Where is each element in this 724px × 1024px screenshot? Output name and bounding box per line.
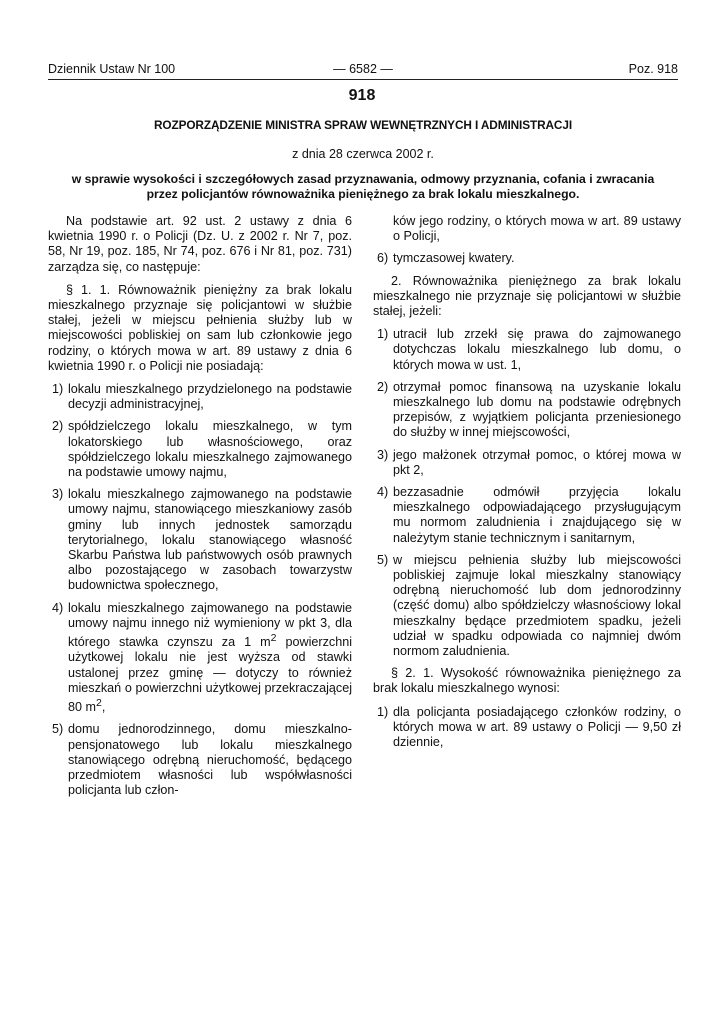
list-item-number: 1) <box>377 327 389 342</box>
list-item <box>373 705 681 751</box>
list-item-text: spółdzielczego lokalu mieszkalnego, w tym lokatorskiego lub własnościowego, oraz spółdzielczego lokalu mieszkalnego zajmowanego na podstawie umowy najmu, <box>68 419 352 480</box>
section-1-paragraph: § 1. 1. Równoważnik pieniężny za brak lokalu mieszkalnego przyznaje się policjantowi w służbie stałej, jeżeli w miejscu pełnienia służby lub w miejscowości pobliskiej on sam lub członkowie jego rodziny, o których mowa w art. 89 ustawy z dnia 6 kwietnia 1990 r. o Policji nie posiadają: <box>48 282 352 373</box>
page-header <box>48 60 678 78</box>
left-column <box>48 214 352 805</box>
journal-title: Dziennik Ustaw Nr 100 <box>48 62 176 76</box>
list-item-number: 2) <box>52 419 64 434</box>
list-item-text: lokalu mieszkalnego przydzielonego na podstawie decyzji administracyjnej, <box>68 382 352 412</box>
list-item-number: 2) <box>377 379 389 394</box>
list-item <box>48 487 352 593</box>
list-item <box>48 722 352 798</box>
list-item <box>373 485 681 546</box>
list-item <box>373 553 681 659</box>
list-item <box>373 448 681 478</box>
list-item-text: bezzasadnie odmówił przyjęcia lokalu mieszkalnego odpowiadającego przysługującym mu normom zaludnienia i znajdującego się w należytym stanie technicznym i sanitarnym, <box>393 485 681 545</box>
list-item-text: ków jego rodziny, o których mowa w art. 89 ustawy o Policji, <box>393 214 681 244</box>
list-item-continuation <box>373 214 681 244</box>
subject-line-1: w sprawie wysokości i szczegółowych zasad przyznawania, odmowy przyznania, cofania i zwracania <box>71 172 655 186</box>
list-item-number: 4) <box>377 485 389 500</box>
section-2-paragraph: § 2. 1. Wysokość równoważnika pieniężnego za brak lokalu mieszkalnego wynosi: <box>373 666 681 696</box>
list-item-number: 3) <box>52 487 64 502</box>
list-item-text: tymczasowej kwatery. <box>393 251 515 266</box>
regulation-title: ROZPORZĄDZENIE MINISTRA SPRAW WEWNĘTRZNYCH I ADMINISTRACJI <box>153 118 572 132</box>
list-item-text: lokalu mieszkalnego zajmowanego na podstawie umowy najmu, stanowiącego mieszkaniowy zasób gminy lub innych jednostek samorządu terytorialnego, lokalu stanowiącego własność Skarbu Państwa lub państwowych osób prawnych albo pozostającego w zasobach towarzystw budownictwa społecznego, <box>68 487 352 593</box>
list-item-text: otrzymał pomoc finansową na uzyskanie lokalu mieszkalnego lub domu na podstawie odrębnych przepisów, z wyjątkiem policjanta przeniesionego do służby w innej miejscowości, <box>393 379 681 440</box>
intro-paragraph: Na podstawie art. 92 ust. 2 ustawy z dnia 6 kwietnia 1990 r. o Policji (Dz. U. z 2002 r. Nr 7, poz. 58, Nr 19, poz. 185, Nr 74, poz. 676 i Nr 81, poz. 731) zarządza się, co następuje: <box>48 214 352 274</box>
regulation-number: 918 <box>348 87 376 104</box>
subject-line-2: przez policjantów równoważnika pieniężnego za brak lokalu mieszkalnego. <box>146 187 580 201</box>
list-item-number: 3) <box>377 447 389 462</box>
list-item <box>48 601 352 716</box>
list-item <box>373 380 681 441</box>
list-item-text: jego małżonek otrzymał pomoc, o której mowa w pkt 2, <box>393 447 681 477</box>
list-item-number: 5) <box>52 722 64 737</box>
list-item <box>373 251 681 266</box>
header-rule <box>48 79 678 80</box>
list-item <box>48 419 352 480</box>
superscript: 2 <box>96 697 102 710</box>
list-item-text: utracił lub zrzekł się prawa do zajmowanego dotychczas lokalu mieszkalnego lub domu, o których mowa w ust. 1, <box>393 327 681 372</box>
right-column <box>373 214 681 757</box>
regulation-date: z dnia 28 czerwca 2002 r. <box>292 147 434 161</box>
position-number: Poz. 918 <box>628 62 678 76</box>
list-item <box>48 382 352 412</box>
list-item-number: 1) <box>377 704 389 719</box>
list-item-text: powierzchni użytkowej lokalu nie jest wyższa od stawki ustalonej przez gminę — dotyczy to również mieszkań o powierzchni użytkowej przekraczającej 80 m <box>68 635 353 715</box>
superscript: 2 <box>270 632 277 645</box>
list-item-text: w miejscu pełnienia służby lub miejscowości pobliskiej zajmuje lokal mieszkalny stanowiący odrębną nieruchomość lub dom jednorodzinny (część domu) albo spółdzielczy własnościowy lokal mieszkalny będące przedmiotem spadku, jeżeli udział w spadku odpowiada co najmniej dwóm normom zaludnienia. <box>393 552 681 659</box>
list-item-number: 6) <box>377 251 389 266</box>
regulation-subject <box>48 172 678 202</box>
list-item <box>373 327 681 373</box>
page-number: — 6582 — <box>333 62 393 76</box>
section-1-2-paragraph: 2. Równoważnika pieniężnego za brak lokalu mieszkalnego nie przyznaje się policjantowi w służbie stałej, jeżeli: <box>373 273 681 319</box>
list-item-text: domu jednorodzinnego, domu mieszkalno-pensjonatowego lub lokalu mieszkalnego stanowiącego odrębną nieruchomość, będącego przedmiotem własności lub współwłasności policjanta lub człon- <box>68 722 352 798</box>
list-item-text: , <box>101 700 106 715</box>
list-item-number: 4) <box>52 600 64 615</box>
list-item-text: lokalu mieszkalnego zajmowanego na podstawie umowy najmu innego niż wymieniony w pkt 3, dla którego stawka czynszu za 1 m <box>68 600 352 650</box>
list-item-number: 1) <box>52 382 64 397</box>
list-item-text: dla policjanta posiadającego członków rodziny, o których mowa w art. 89 ustawy o Policji — 9,50 zł dziennie, <box>393 704 681 750</box>
list-item-number: 5) <box>377 552 389 567</box>
